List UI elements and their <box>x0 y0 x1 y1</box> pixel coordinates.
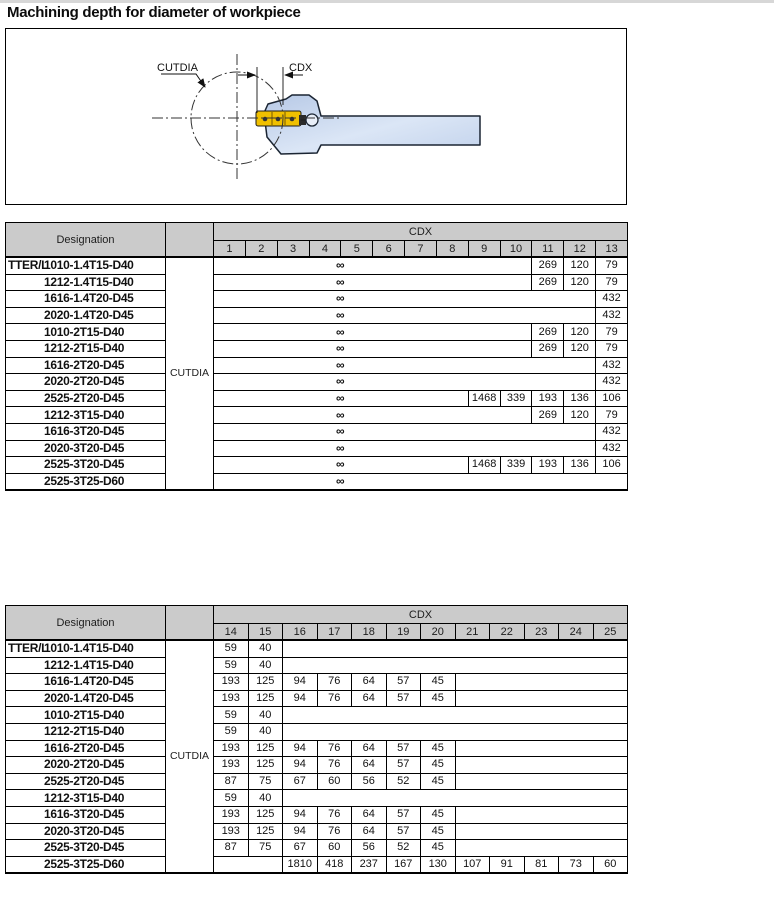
page-title: Machining depth for diameter of workpiece <box>7 4 301 21</box>
table-row <box>6 773 628 790</box>
designation-cell <box>6 740 166 757</box>
designation-cell <box>6 291 166 308</box>
value-cell: 106 <box>596 390 628 407</box>
value-cell: 432 <box>596 357 628 374</box>
table-row <box>6 440 628 457</box>
value-cell: 269 <box>532 274 564 291</box>
value-cell: 76 <box>317 823 352 840</box>
infinity-cell: ∞ <box>214 473 628 490</box>
value-cell: 339 <box>500 457 532 474</box>
designation-name: 1010-1.4T15-D40 <box>44 258 134 273</box>
value-cell: 125 <box>248 690 283 707</box>
table-row <box>6 257 628 274</box>
designation-cell <box>6 407 166 424</box>
table-row <box>6 757 628 774</box>
value-cell: 432 <box>596 374 628 391</box>
value-cell: 73 <box>559 856 594 873</box>
value-cell: 269 <box>532 324 564 341</box>
tool-diagram <box>6 29 626 204</box>
table-row <box>6 407 628 424</box>
designation-cell <box>6 340 166 357</box>
designation-name: 1616-2T20-D45 <box>44 357 125 372</box>
infinity-cell: ∞ <box>214 324 532 341</box>
value-cell: 120 <box>564 407 596 424</box>
value-cell: 64 <box>352 806 387 823</box>
designation-cell <box>6 806 166 823</box>
designation-name: 2525-3T20-D45 <box>44 840 125 855</box>
designation-cell <box>6 790 166 807</box>
table-row <box>6 707 628 724</box>
value-cell: 432 <box>596 307 628 324</box>
value-cell: 94 <box>283 823 318 840</box>
cdx-column-header-16: 16 <box>283 624 318 641</box>
value-cell: 1468 <box>468 390 500 407</box>
cdx-column-header-23: 23 <box>524 624 559 641</box>
designation-name: 1212-2T15-D40 <box>44 724 125 739</box>
value-cell: 45 <box>421 773 456 790</box>
value-cell: 64 <box>352 757 387 774</box>
designation-name: 2020-2T20-D45 <box>44 374 125 389</box>
cdx-column-header-6: 6 <box>373 241 405 258</box>
empty-cell <box>455 773 628 790</box>
value-cell: 45 <box>421 757 456 774</box>
infinity-cell: ∞ <box>214 274 532 291</box>
empty-cell <box>455 757 628 774</box>
infinity-cell: ∞ <box>214 423 596 440</box>
designation-cell <box>6 757 166 774</box>
value-cell: 94 <box>283 757 318 774</box>
side-header-empty <box>166 223 214 258</box>
value-cell: 60 <box>317 773 352 790</box>
value-cell: 125 <box>248 757 283 774</box>
cutdia-label: CUTDIA <box>157 62 198 74</box>
value-cell: 52 <box>386 840 421 857</box>
value-cell: 130 <box>421 856 456 873</box>
cdx-group-header: CDX <box>214 606 628 624</box>
cutdia-leader-line <box>161 74 205 87</box>
cdx-column-header-15: 15 <box>248 624 283 641</box>
value-cell: 57 <box>386 757 421 774</box>
cdx-column-header-8: 8 <box>436 241 468 258</box>
value-cell: 40 <box>248 657 283 674</box>
designation-name: 2525-3T25-D60 <box>44 474 125 489</box>
value-cell: 67 <box>283 840 318 857</box>
designation-name: 1616-2T20-D45 <box>44 740 125 755</box>
value-cell: 1810 <box>283 856 318 873</box>
designation-cell <box>6 823 166 840</box>
designation-cell <box>6 324 166 341</box>
value-cell: 193 <box>214 674 249 691</box>
value-cell: 120 <box>564 340 596 357</box>
table-row <box>6 357 628 374</box>
value-cell: 94 <box>283 690 318 707</box>
table-body <box>6 257 628 490</box>
value-cell: 60 <box>317 840 352 857</box>
value-cell: 75 <box>248 840 283 857</box>
value-cell: 45 <box>421 823 456 840</box>
insert-screw <box>263 117 268 122</box>
value-cell: 94 <box>283 806 318 823</box>
empty-cell <box>455 690 628 707</box>
value-cell: 79 <box>596 274 628 291</box>
value-cell: 56 <box>352 773 387 790</box>
value-cell: 59 <box>214 640 249 657</box>
empty-cell <box>455 840 628 857</box>
empty-cell <box>455 806 628 823</box>
designation-name: 2525-2T20-D45 <box>44 774 125 789</box>
value-cell: 67 <box>283 773 318 790</box>
value-cell: 40 <box>248 640 283 657</box>
value-cell: 76 <box>317 757 352 774</box>
value-cell: 40 <box>248 790 283 807</box>
value-cell: 167 <box>386 856 421 873</box>
table-row <box>6 840 628 857</box>
value-cell: 45 <box>421 840 456 857</box>
designation-cell <box>6 374 166 391</box>
table-body <box>6 640 628 873</box>
designation-name: 1212-1.4T15-D40 <box>44 274 134 289</box>
value-cell: 120 <box>564 324 596 341</box>
cdx-column-header-1: 1 <box>214 241 246 258</box>
cdx-column-header-22: 22 <box>490 624 525 641</box>
value-cell: 432 <box>596 440 628 457</box>
infinity-cell: ∞ <box>214 440 596 457</box>
table-row <box>6 740 628 757</box>
table-row <box>6 340 628 357</box>
empty-cell <box>283 657 628 674</box>
value-cell: 64 <box>352 823 387 840</box>
value-cell: 193 <box>214 823 249 840</box>
designation-cell <box>6 257 166 274</box>
designation-cell <box>6 856 166 873</box>
empty-cell <box>455 674 628 691</box>
table-row <box>6 473 628 490</box>
designation-name: 1212-3T15-D40 <box>44 407 125 422</box>
designation-name: 2525-3T25-D60 <box>44 857 125 872</box>
machining-depth-table-cdx-14-25 <box>5 605 628 874</box>
cutdia-side-label: CUTDIA <box>166 257 214 490</box>
value-cell: 193 <box>532 457 564 474</box>
infinity-cell: ∞ <box>214 291 596 308</box>
designation-cell <box>6 674 166 691</box>
value-cell: 120 <box>564 257 596 274</box>
designation-name: 1212-3T15-D40 <box>44 790 125 805</box>
designation-name: 1616-3T20-D45 <box>44 807 125 822</box>
value-cell: 64 <box>352 674 387 691</box>
value-cell: 76 <box>317 740 352 757</box>
infinity-cell: ∞ <box>214 407 532 424</box>
designation-cell <box>6 307 166 324</box>
designation-cell <box>6 440 166 457</box>
empty-cell <box>283 707 628 724</box>
designation-name: 1212-1.4T15-D40 <box>44 657 134 672</box>
value-cell: 79 <box>596 340 628 357</box>
cdx-column-header-24: 24 <box>559 624 594 641</box>
empty-cell <box>455 823 628 840</box>
value-cell: 45 <box>421 740 456 757</box>
value-cell: 79 <box>596 257 628 274</box>
cdx-column-header-11: 11 <box>532 241 564 258</box>
table-row <box>6 324 628 341</box>
empty-cell <box>283 640 628 657</box>
value-cell: 45 <box>421 806 456 823</box>
value-cell: 418 <box>317 856 352 873</box>
infinity-cell: ∞ <box>214 340 532 357</box>
designation-cell <box>6 773 166 790</box>
value-cell: 269 <box>532 407 564 424</box>
table-row <box>6 390 628 407</box>
value-cell: 136 <box>564 390 596 407</box>
infinity-cell: ∞ <box>214 457 469 474</box>
value-cell: 106 <box>596 457 628 474</box>
value-cell: 59 <box>214 723 249 740</box>
value-cell: 87 <box>214 773 249 790</box>
designation-cell <box>6 457 166 474</box>
table-row <box>6 457 628 474</box>
table-row <box>6 291 628 308</box>
value-cell: 57 <box>386 674 421 691</box>
group-header-row <box>6 606 628 624</box>
empty-cell <box>214 856 283 873</box>
value-cell: 79 <box>596 407 628 424</box>
table-row <box>6 674 628 691</box>
value-cell: 120 <box>564 274 596 291</box>
designation-name: 2525-3T20-D45 <box>44 457 125 472</box>
value-cell: 76 <box>317 674 352 691</box>
cdx-column-header-19: 19 <box>386 624 421 641</box>
designation-name: 1616-3T20-D45 <box>44 424 125 439</box>
value-cell: 59 <box>214 707 249 724</box>
cdx-column-header-7: 7 <box>405 241 437 258</box>
value-cell: 79 <box>596 324 628 341</box>
page-top-bar <box>0 0 774 3</box>
cdx-column-header-21: 21 <box>455 624 490 641</box>
empty-cell <box>455 740 628 757</box>
cdx-column-header-14: 14 <box>214 624 249 641</box>
cdx-column-header-25: 25 <box>593 624 628 641</box>
cdx-column-header-9: 9 <box>468 241 500 258</box>
cdx-column-header-20: 20 <box>421 624 456 641</box>
infinity-cell: ∞ <box>214 307 596 324</box>
value-cell: 57 <box>386 823 421 840</box>
value-cell: 52 <box>386 773 421 790</box>
table-row <box>6 856 628 873</box>
designation-cell <box>6 473 166 490</box>
infinity-cell: ∞ <box>214 257 532 274</box>
value-cell: 269 <box>532 257 564 274</box>
designation-cell <box>6 357 166 374</box>
value-cell: 107 <box>455 856 490 873</box>
table-row <box>6 374 628 391</box>
cdx-label: CDX <box>289 62 313 74</box>
table-row <box>6 723 628 740</box>
value-cell: 1468 <box>468 457 500 474</box>
value-cell: 432 <box>596 423 628 440</box>
table-row <box>6 790 628 807</box>
value-cell: 237 <box>352 856 387 873</box>
value-cell: 125 <box>248 674 283 691</box>
value-cell: 57 <box>386 806 421 823</box>
cdx-column-header-5: 5 <box>341 241 373 258</box>
value-cell: 75 <box>248 773 283 790</box>
table-row <box>6 274 628 291</box>
clamp-screw-hole <box>306 114 318 126</box>
designation-cell <box>6 690 166 707</box>
table-row <box>6 307 628 324</box>
infinity-cell: ∞ <box>214 357 596 374</box>
value-cell: 45 <box>421 674 456 691</box>
tool-diagram-box <box>5 28 627 205</box>
value-cell: 193 <box>532 390 564 407</box>
value-cell: 91 <box>490 856 525 873</box>
designation-name: 1212-2T15-D40 <box>44 341 125 356</box>
designation-name: 2020-2T20-D45 <box>44 757 125 772</box>
group-header-row <box>6 223 628 241</box>
value-cell: 432 <box>596 291 628 308</box>
cdx-column-header-12: 12 <box>564 241 596 258</box>
table-row <box>6 640 628 657</box>
designation-name: 1616-1.4T20-D45 <box>44 674 134 689</box>
value-cell: 125 <box>248 806 283 823</box>
table-row <box>6 657 628 674</box>
designation-cell <box>6 640 166 657</box>
value-cell: 94 <box>283 740 318 757</box>
value-cell: 339 <box>500 390 532 407</box>
designation-cell <box>6 657 166 674</box>
value-cell: 76 <box>317 806 352 823</box>
designation-prefix: TTER/L <box>8 641 49 656</box>
value-cell: 64 <box>352 690 387 707</box>
designation-header: Designation <box>6 223 166 258</box>
value-cell: 59 <box>214 790 249 807</box>
value-cell: 193 <box>214 690 249 707</box>
side-header-empty <box>166 606 214 641</box>
designation-cell <box>6 840 166 857</box>
designation-header: Designation <box>6 606 166 641</box>
value-cell: 56 <box>352 840 387 857</box>
cdx-column-header-18: 18 <box>352 624 387 641</box>
value-cell: 60 <box>593 856 628 873</box>
value-cell: 193 <box>214 740 249 757</box>
value-cell: 57 <box>386 690 421 707</box>
value-cell: 269 <box>532 340 564 357</box>
designation-name: 2020-1.4T20-D45 <box>44 691 134 706</box>
value-cell: 57 <box>386 740 421 757</box>
value-cell: 125 <box>248 740 283 757</box>
value-cell: 81 <box>524 856 559 873</box>
table-row <box>6 823 628 840</box>
table-row <box>6 423 628 440</box>
cdx-column-header-4: 4 <box>309 241 341 258</box>
value-cell: 40 <box>248 707 283 724</box>
empty-cell <box>283 790 628 807</box>
designation-name: 2020-3T20-D45 <box>44 823 125 838</box>
insert-screw <box>276 117 281 122</box>
cdx-group-header: CDX <box>214 223 628 241</box>
cdx-column-header-10: 10 <box>500 241 532 258</box>
value-cell: 94 <box>283 674 318 691</box>
designation-name: 1010-2T15-D40 <box>44 707 125 722</box>
value-cell: 59 <box>214 657 249 674</box>
infinity-cell: ∞ <box>214 374 596 391</box>
cdx-column-header-2: 2 <box>245 241 277 258</box>
designation-name: 1010-2T15-D40 <box>44 324 125 339</box>
designation-cell <box>6 390 166 407</box>
designation-name: 2020-1.4T20-D45 <box>44 308 134 323</box>
designation-name: 2020-3T20-D45 <box>44 440 125 455</box>
value-cell: 125 <box>248 823 283 840</box>
designation-cell <box>6 723 166 740</box>
value-cell: 64 <box>352 740 387 757</box>
cutdia-side-label: CUTDIA <box>166 640 214 873</box>
designation-prefix: TTER/L <box>8 258 49 273</box>
insert-screw <box>290 117 295 122</box>
machining-depth-table-cdx-1-13 <box>5 222 628 491</box>
value-cell: 87 <box>214 840 249 857</box>
designation-cell <box>6 423 166 440</box>
designation-name: 2525-2T20-D45 <box>44 391 125 406</box>
cdx-column-header-3: 3 <box>277 241 309 258</box>
value-cell: 40 <box>248 723 283 740</box>
designation-cell <box>6 707 166 724</box>
designation-name: 1010-1.4T15-D40 <box>44 641 134 656</box>
cdx-column-header-17: 17 <box>317 624 352 641</box>
empty-cell <box>283 723 628 740</box>
infinity-cell: ∞ <box>214 390 469 407</box>
value-cell: 76 <box>317 690 352 707</box>
table-row <box>6 690 628 707</box>
value-cell: 45 <box>421 690 456 707</box>
table-row <box>6 806 628 823</box>
designation-cell <box>6 274 166 291</box>
value-cell: 136 <box>564 457 596 474</box>
value-cell: 193 <box>214 757 249 774</box>
designation-name: 1616-1.4T20-D45 <box>44 291 134 306</box>
cdx-column-header-13: 13 <box>596 241 628 258</box>
value-cell: 193 <box>214 806 249 823</box>
